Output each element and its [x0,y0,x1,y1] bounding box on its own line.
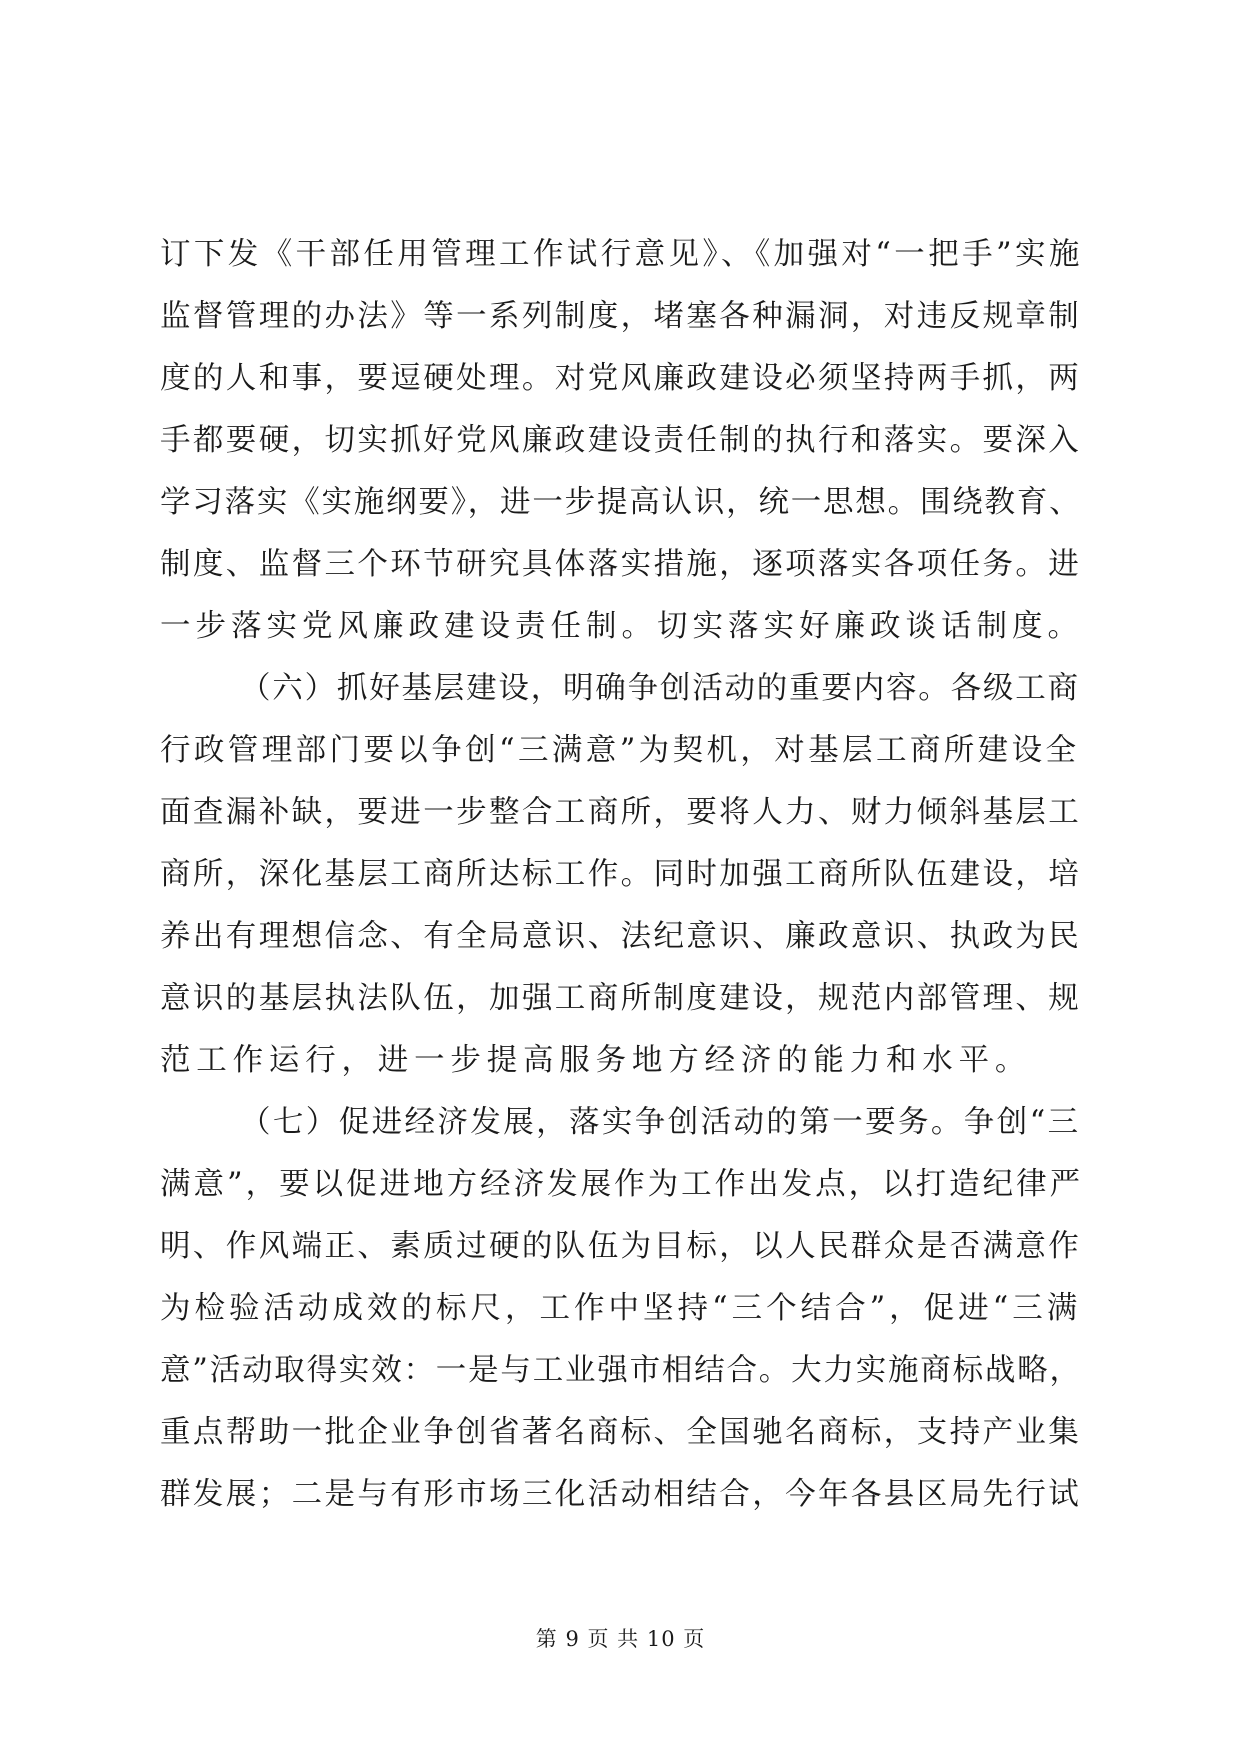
text-line: 商所，深化基层工商所达标工作。同时加强工商所队伍建设，培 [160,857,1082,892]
text-line: 群发展；二是与有形市场三化活动相结合，今年各县区局先行试 [160,1477,1082,1512]
paragraph-start-line: （七）促进经济发展，落实争创活动的第一要务。争创“三 [240,1105,1081,1140]
text-line: 学习落实《实施纲要》，进一步提高认识，统一思想。围绕教育、 [160,485,1082,520]
text-line: 满意”，要以促进地方经济发展作为工作出发点，以打造纪律严 [160,1167,1084,1202]
text-line: 制度、监督三个环节研究具体落实措施，逐项落实各项任务。进 [160,547,1082,582]
page-number-label: 第 9 页 共 10 页 [535,1627,706,1651]
text-line: 面查漏补缺，要进一步整合工商所，要将人力、财力倾斜基层工 [160,795,1082,830]
text-line: 意”活动取得实效：一是与工业强市相结合。大力实施商标战略， [160,1353,1082,1388]
page-footer [0,1623,1241,1653]
text-line: 行政管理部门要以争创“三满意”为契机，对基层工商所建设全 [160,733,1080,768]
body-text [160,224,1084,1526]
text-line: 养出有理想信念、有全局意识、法纪意识、廉政意识、执政为民 [160,919,1082,954]
text-line: 范工作运行，进一步提高服务地方经济的能力和水平。 [160,1043,1032,1078]
text-line: 重点帮助一批企业争创省著名商标、全国驰名商标，支持产业集 [160,1415,1082,1450]
text-line: 明、作风端正、素质过硬的队伍为目标，以人民群众是否满意作 [160,1229,1082,1264]
text-line: 一步落实党风廉政建设责任制。切实落实好廉政谈话制度。 [160,609,1083,644]
paragraph-start-line: （六）抓好基层建设，明确争创活动的重要内容。各级工商 [240,671,1080,706]
text-line: 监督管理的办法》等一系列制度，堵塞各种漏洞，对违反规章制 [160,299,1082,334]
text-line: 手都要硬，切实抓好党风廉政建设责任制的执行和落实。要深入 [160,423,1082,458]
text-line: 订下发《干部任用管理工作试行意见》、《加强对“一把手”实施 [160,237,1083,272]
text-line: 为检验活动成效的标尺，工作中坚持“三个结合”，促进“三满 [160,1291,1082,1326]
text-line: 度的人和事，要逗硬处理。对党风廉政建设必须坚持两手抓，两 [160,361,1082,396]
text-line: 意识的基层执法队伍，加强工商所制度建设，规范内部管理、规 [160,981,1082,1016]
